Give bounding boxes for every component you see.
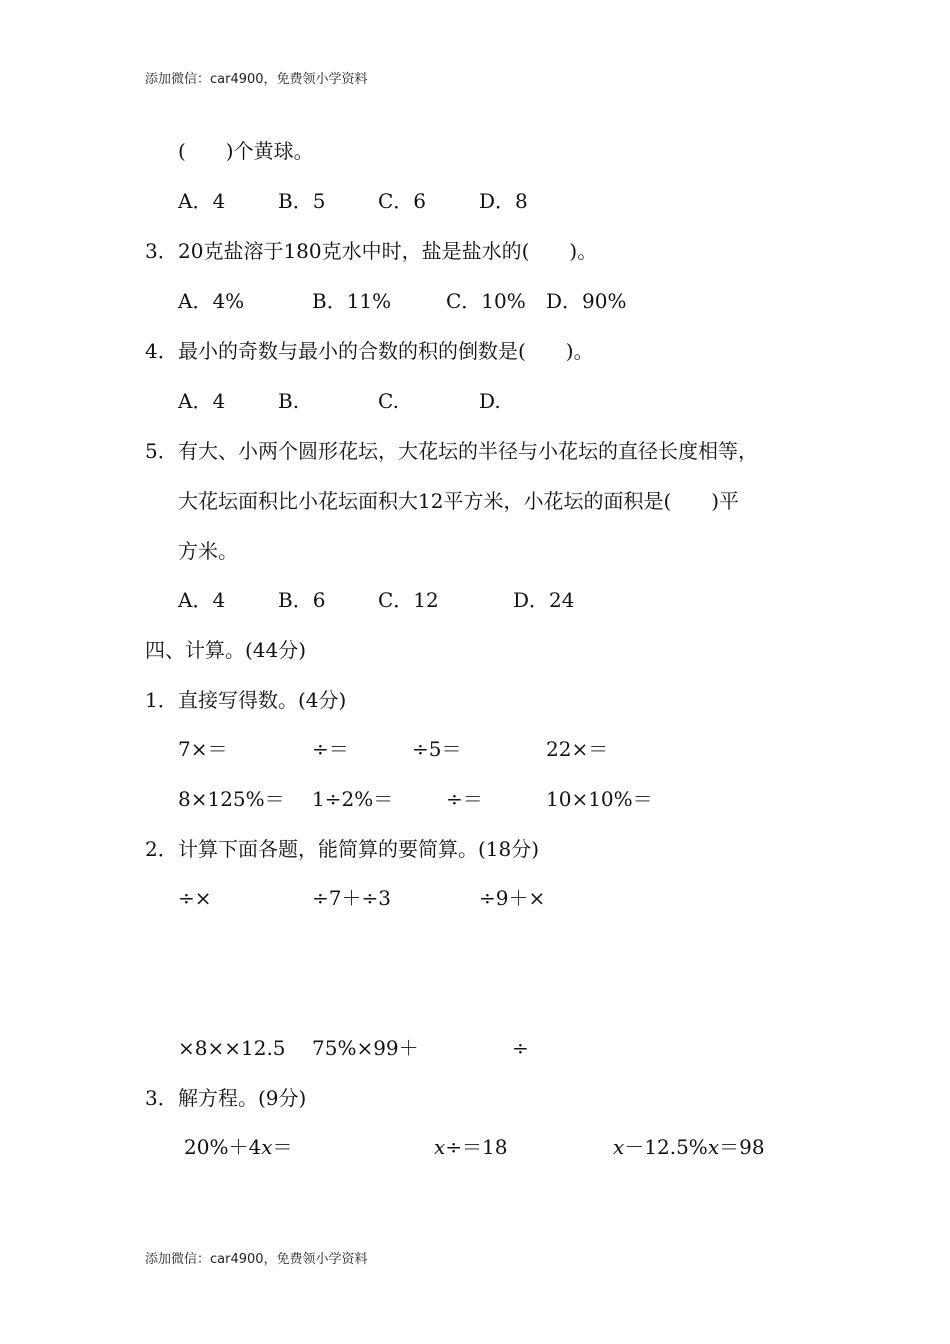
c1-item: ÷＝ <box>446 787 483 811</box>
q3-text: 20克盐溶于180克水中时，盐是盐水的( )。 <box>178 239 598 263</box>
c1-item: 7×＝ <box>178 737 228 761</box>
c2-item: ÷ <box>512 1036 529 1060</box>
q5-option-a: A．4 <box>178 588 226 612</box>
q3-option-c: C．10% <box>446 289 526 313</box>
variable-x: x <box>434 1135 446 1159</box>
c1-item: 1÷2%＝ <box>312 787 394 811</box>
q4-option-c: C. <box>378 389 399 413</box>
q5-option-c: C．12 <box>378 588 439 612</box>
q4-option-a: A．4 <box>178 389 226 413</box>
q4-number: 4． <box>145 339 178 363</box>
q2-option-a: A．4 <box>178 189 226 213</box>
q3-option-d: D．90% <box>546 289 627 313</box>
c2-item: 75%×99＋ <box>312 1036 419 1060</box>
page-header: 添加微信：car4900，免费领小学资料 <box>145 72 368 87</box>
q2-tail: ( )个黄球。 <box>178 139 314 163</box>
q5-option-d: D．24 <box>513 588 575 612</box>
variable-x: x <box>261 1135 273 1159</box>
c2-item: ÷7＋÷3 <box>312 886 391 910</box>
equation-2-part: ÷＝18 <box>445 1135 508 1159</box>
c1-item: ÷5＝ <box>412 737 462 761</box>
equation-1 <box>184 1135 292 1159</box>
q3-option-b: B．11% <box>312 289 392 313</box>
c1-item: 10×10%＝ <box>546 787 653 811</box>
q2-option-b: B．5 <box>278 189 326 213</box>
c2-item: ÷× <box>178 886 212 910</box>
q5-line-2: 大花坛面积比小花坛面积大12平方米，小花坛的面积是( )平 <box>178 489 740 513</box>
c2-title: 计算下面各题，能简算的要简算。(18分) <box>178 837 540 861</box>
equation-3-part: ＝98 <box>719 1135 765 1159</box>
c1-item: 22×＝ <box>546 737 609 761</box>
variable-x: x <box>613 1135 625 1159</box>
q4-option-b: B. <box>278 389 300 413</box>
q3-option-a: A．4% <box>178 289 245 313</box>
c2-item: ÷9＋× <box>479 886 546 910</box>
c1-item: ÷＝ <box>312 737 349 761</box>
c1-number: 1． <box>145 688 178 712</box>
equation-3-part: －12.5% <box>624 1135 708 1159</box>
equation-3 <box>613 1135 765 1159</box>
c1-title: 直接写得数。(4分) <box>178 688 347 712</box>
c2-item: ×8××12.5 <box>178 1036 286 1060</box>
equation-1-part: 20%＋4 <box>184 1135 262 1159</box>
q5-option-b: B．6 <box>278 588 326 612</box>
q5-number: 5． <box>145 439 178 463</box>
q5-line-3: 方米。 <box>178 539 238 563</box>
equation-2 <box>434 1135 508 1159</box>
variable-x: x <box>707 1135 720 1159</box>
c2-number: 2． <box>145 837 178 861</box>
q2-option-d: D．8 <box>479 189 528 213</box>
section-4-title: 四、计算。(44分) <box>145 638 307 662</box>
q2-option-c: C．6 <box>378 189 427 213</box>
q3-number: 3． <box>145 239 178 263</box>
q4-text: 最小的奇数与最小的合数的积的倒数是( )。 <box>178 339 594 363</box>
q5-line-1: 有大、小两个圆形花坛，大花坛的半径与小花坛的直径长度相等， <box>178 439 758 463</box>
q4-option-d: D. <box>479 389 501 413</box>
c1-item: 8×125%＝ <box>178 787 285 811</box>
c3-title: 解方程。(9分) <box>178 1086 307 1110</box>
equation-1-part: ＝ <box>272 1135 293 1159</box>
page-footer: 添加微信：car4900，免费领小学资料 <box>145 1252 368 1267</box>
c3-number: 3． <box>145 1086 178 1110</box>
